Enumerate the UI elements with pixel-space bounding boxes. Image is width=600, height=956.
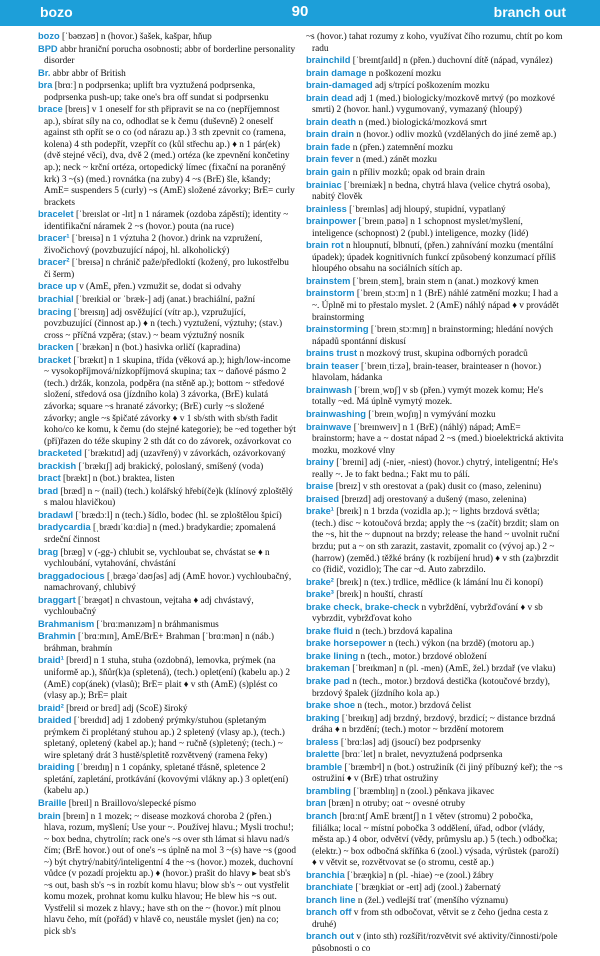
entry-headword: bra — [38, 80, 53, 91]
entry-headword: brakeman — [306, 663, 350, 674]
entry-headword: brainwash — [306, 384, 352, 395]
dictionary-entry — [38, 294, 296, 307]
entry-definition: [ˈbrækɪt] n 1 skupina, třída (věková ap.); high/low-income ~ vysokopříjmová/nízkopříjmová skupina; tax ~ daňové pásmo 2 (tech.) držák, konzola, podpěra (na stěně ap.); bottom ~ středové složení, středová osa (jízdního kola) 3 závorka, (BrE) kulatá závorka; square ~s hranaté závorky; (BrE) curly ~s složené závorky; angle ~s špičaté závorky ♦ v 1 sb/sth with sb/sth řadit koho/co ke komu, k čemu (do stejné kategorie); be ~ed together být (při)řazen do téže skupiny 2 sth dát co do závorek, ozávorkovat co — [44, 355, 296, 447]
entry-definition: [ˈbræŋkiə] n (pl. -hiae) ~e (zool.) žábry — [344, 870, 494, 881]
entry-definition: [ˌbrædɪˈkɑːdiə] n (med.) bradykardie; zpomalená srdeční činnost — [44, 523, 276, 545]
entry-headword: brainy — [306, 457, 334, 468]
entry-headword: brainwave — [306, 421, 352, 432]
entry-definition: [brækt] n (bot.) braktea, listen — [60, 474, 175, 485]
entry-definition: [brɑː] n podprsenka; uplift bra vyztužená podprsenka, podprsenka push-up; take one's bra off sundat si podprsenku — [44, 81, 269, 103]
dictionary-entry — [306, 494, 564, 507]
dictionary-entry — [306, 506, 564, 576]
entry-definition: [ˈbrɑːmənɪzəm] n bráhmanismus — [94, 619, 219, 630]
entry-definition: [ˈbreɪnˌstem], brain stem n (anat.) mozkový kmen — [350, 276, 539, 287]
page-header — [0, 0, 600, 26]
dictionary-entry — [306, 240, 564, 276]
dictionary-entry — [306, 93, 564, 117]
entry-definition: [ˈbreɪkɪŋ] adj brzdný, brzdový, brzdicí; ~ distance brzdná dráha ♦ n brzdění; (tech.) motor ~ brzdění motorem — [312, 713, 556, 736]
dictionary-entry — [306, 80, 564, 93]
dictionary-entry — [306, 626, 564, 639]
entry-definition: n (med.) biologická/mozková smrt — [356, 117, 488, 128]
entry-headword: braise — [306, 481, 334, 492]
entry-definition: n (tech.) brzdová kapalina — [353, 626, 453, 637]
entry-headword: braggadocious — [38, 570, 105, 581]
entry-headword: brain dead — [306, 92, 354, 103]
dictionary-entry — [306, 737, 564, 750]
entry-headword: brake pad — [306, 675, 350, 686]
dictionary-entry — [306, 713, 564, 737]
entry-definition: [ˈbrɑːləs] adj (jsoucí) bez podprsenky — [338, 737, 482, 748]
dictionary-entry — [306, 324, 564, 348]
entry-headword: braid¹ — [38, 655, 64, 666]
dictionary-entry — [38, 281, 296, 294]
dictionary-entry — [306, 457, 564, 481]
entry-definition: [ˈbræɡət] n chvastoun, vejtaha ♦ adj chvástavý, vychloubačný — [44, 595, 254, 618]
entry-headword: bracketed — [38, 448, 82, 459]
entry-headword: branch line — [306, 894, 356, 905]
dictionary-entry — [38, 461, 296, 474]
entry-headword: brag — [38, 546, 59, 557]
entry-headword: bradycardia — [38, 522, 91, 533]
entry-headword: brambling — [306, 785, 351, 796]
entry-definition: n (přen.) zatemnění mozku — [350, 142, 453, 153]
entry-headword: brake shoe — [306, 700, 356, 711]
entry-headword: brake lining — [306, 650, 359, 661]
entry-definition: [brɑːˈlet] n bralet, nevyztužená podprsenka — [339, 750, 503, 761]
entry-definition: [breɪn] n 1 mozek; ~ disease mozková choroba 2 (přen.) hlava, rozum, myšlení; Use your ~. Používej hlavu.; Mysli trochu!; ~ box bedna, chytrolín; rack one's ~s over sth lámat si hlavu nad/s čím; (BrE hovor.) out of one's ~s úplně na mol 3 ~(s) have ~s (good ~) být chytrý/nabitý/inteligentní 4 the ~s (hovor.) mozek, duchovní vůdce (v pozadí projektu ap.) ♦ (hovor.) prašit do hlavy ▸ beat sb's ~s out, bash sb's ~s in rozbít komu hlavu; blow sb's ~ out vystřelit komu mozek, prohnat komu kulku hlavou; He blew his ~s out. Vystřelil si mozek z hlavy.; have sth on the ~ (hovor.) mít plnou hlavu čeho, mít (pořád) v hlavě co, neustále myslet (jen) na co; pick sb's — [44, 811, 296, 938]
entry-headword: branch out — [306, 931, 355, 942]
entry-headword: brain gain — [306, 167, 351, 178]
entry-definition: [ˈbreɪsə] n 1 výztuha 2 (hovor.) drink na vzpružení, živočichový (povzbuzující nápoj, hl. alkoholický) — [44, 234, 263, 256]
entry-definition: [ˈbrækɪʃ] adj brakický, poloslaný, smíšený (voda) — [76, 461, 264, 472]
entry-headword: brad — [38, 485, 59, 496]
entry-definition: [ˈbəʊzəʊ] n (hovor.) šašek, kašpar, hňup — [59, 32, 212, 42]
dictionary-entry — [38, 486, 296, 510]
entry-headword: bracken — [38, 342, 74, 353]
entry-headword: bracelet — [38, 209, 74, 220]
entry-headword: brace — [38, 104, 63, 115]
entry-definition: [breɪd or brɛd] adj (ScoE) široký — [63, 703, 188, 714]
entry-definition: [ˌbræɡəˈdəʊʃəs] adj (AmE hovor.) vychloubačný, namachrovaný, chlubivý — [44, 571, 292, 594]
entry-headword: bracer² — [38, 257, 70, 268]
dictionary-entry — [38, 631, 296, 655]
entry-definition: n příliv mozků; opak od brain drain — [350, 168, 485, 179]
dictionary-entry — [38, 762, 296, 798]
entry-headword: braiding — [38, 762, 75, 773]
dictionary-entry — [306, 481, 564, 494]
dictionary-entry — [306, 216, 564, 240]
dictionary-entry — [306, 154, 564, 167]
entry-headword: brain death — [306, 116, 357, 127]
entry-headword: brains trust — [306, 348, 358, 359]
entry-definition: [ˈbreɪnˌstɔːmɪŋ] n brainstorming; hledání nových nápadů spontánní diskusí — [312, 325, 554, 347]
entry-headword: brake¹ — [306, 506, 334, 517]
dictionary-entry — [306, 762, 564, 786]
dictionary-entry — [306, 870, 564, 883]
entry-headword: braless — [306, 736, 339, 747]
dictionary-entry — [306, 931, 564, 955]
entry-definition: [breɪk] n (tex.) trdlice, mědlice (k lámání lnu či konopí) — [333, 577, 544, 588]
entry-headword: bralette — [306, 749, 340, 760]
entry-definition: [ˈbreɪdɪd] adj 1 zdobený prýmky/stuhou (spletaným prýmkem či proplétaný stuhou ap.) 2 spletený (vlasy ap.), (tech.) spletaný, opletený (kabel ap.); hand ~ ručně (s)pletený; (tech.) ~ wire spletaný drát 3 hustě/spletitě rozvětvený (ramena řeky) — [44, 716, 285, 761]
dictionary-entry — [306, 700, 564, 713]
entry-definition: [breɪzd] adj orestovaný a dušený (maso, zelenina) — [339, 494, 527, 505]
entry-definition: [ˈbrækən] n (bot.) hasivka orličí (kapradina) — [73, 343, 241, 354]
entry-headword: brain fever — [306, 154, 354, 165]
entry-headword: brake fluid — [306, 625, 354, 636]
dictionary-entry — [38, 80, 296, 104]
entry-headword: brainless — [306, 203, 347, 214]
dictionary-entry — [306, 180, 564, 204]
entry-definition: [ˈbreɪdɪŋ] n 1 copánky, spletané třásně, spletence 2 spletání, zapletání, protkávání (kovovými vlákny ap.) 3 oplet(ení) (kabelu ap.) — [44, 763, 289, 797]
entry-headword: braided — [38, 715, 72, 726]
entry-definition: [bræd] n ~ (nail) (tech.) kolářský hřebí(če)k (klínový zploštělý s malou hlavičkou) — [44, 486, 293, 509]
entry-definition: [ˈbrɑːmɪn], AmE/BrE+ Brahman [ˈbrɑːmən] n (náb.) bráhman, brahmín — [44, 632, 274, 654]
entry-headword: brain damage — [306, 67, 367, 78]
dictionary-entry — [306, 385, 564, 409]
entry-definition: [ˈbreɪnləs] adj hloupý, stupidní, vypatlaný — [346, 204, 506, 215]
page-number: 90 — [291, 3, 309, 20]
entry-headword: branchiate — [306, 882, 354, 893]
dictionary-entry — [38, 510, 296, 523]
entry-definition: adj 1 (med.) biologicky/mozkově mrtvý (po mozkové smrti) 2 (hovor. hanl.) vygumovaný, vymazaný (hloupý) — [312, 93, 555, 116]
dictionary-entry — [306, 117, 564, 130]
dictionary-entry — [306, 895, 564, 908]
entry-headword: bracer¹ — [38, 233, 70, 244]
dictionary-entry — [306, 422, 564, 458]
entry-headword: braised — [306, 493, 340, 504]
entry-definition: [brɑːntʃ AmE bræntʃ] n 1 větev (stromu) 2 pobočka, filiálka; local ~ místní pobočka 3 oddělení, úřad, odbor (vlády, města ap.) 4 obor, odvětví (vědy, průmyslu ap.) 5 (tech.) odbočka; (elektr.) ~ box odbočná skříňka 6 (zool.) výsada, výrůstek (paroží) ♦ v větvit se, rozvětvovat se (o stromu, cestě ap.) — [312, 812, 559, 869]
dictionary-entry — [38, 715, 296, 762]
dictionary-entry — [38, 655, 296, 702]
entry-definition: [breɪs] v 1 oneself for sth připravit se na co (nepříjemnost ap.), sbírat síly na co, odhodlat se k čemu (duševně) 2 oneself against sth opřít se o co (od nárazu ap.) 3 sth zpevnit co (ramena, kolena) 4 sth podepřít, vzepřít co (kůl střechu ap.) ♦ n 1 pár(ek) (dvě stejné věci), dva, dvě 2 (med.) ortéza (ke zpevnění končetiny ap.); neck ~ krční ortéza, ortopedický límec (fixační na poraněný krk) 3 ~(s) (med.) rovnátka (na zuby) 4 ~s (BrE) šle, kšandy; AmE= suspenders 5 (curly) ~s (AmE) složené závorky; BrE= curly brackets — [44, 105, 295, 208]
dictionary-entry — [38, 44, 296, 68]
dictionary-entry — [38, 571, 296, 595]
entry-definition: n (tech.) výkon (na brzdě) (motoru ap.) — [386, 639, 535, 650]
dictionary-entry — [306, 638, 564, 651]
entry-definition: ~s (hovor.) tahat rozumy z koho, využívat čího rozumu, chtít po kom radu — [306, 32, 563, 54]
dictionary-entry — [38, 798, 296, 811]
entry-definition: v (AmE, přen.) vzmužit se, dodat si odvahy — [76, 282, 242, 293]
entry-definition: n (med.) zánět mozku — [353, 155, 437, 166]
entry-definition: n (tech., motor.) brzdová destička (kotoučové brzdy), brzdový špalek (jízdního kola ap.) — [312, 676, 550, 699]
entry-definition: adj s/trpící poškozením mozku — [372, 81, 490, 92]
dictionary-entry — [38, 104, 296, 209]
dictionary-entry — [306, 676, 564, 700]
dictionary-entry — [38, 68, 296, 81]
entry-headword: brake horsepower — [306, 638, 387, 649]
entry-definition: n (tech., motor.) brzdové obložení — [358, 651, 487, 662]
entry-definition: [ˈbræŋkiət or -eɪt] adj (zool.) žabernatý — [353, 883, 501, 894]
dictionary-entry — [38, 342, 296, 355]
entry-definition: [breɪl] n Braillovo/slepecké písmo — [66, 799, 197, 809]
entry-headword: bracing — [38, 306, 72, 317]
dictionary-entry — [38, 522, 296, 546]
entry-headword: braid² — [38, 702, 64, 713]
entry-headword: bracket — [38, 354, 72, 365]
dictionary-entry — [306, 811, 564, 870]
dictionary-entry — [306, 31, 564, 55]
entry-headword: Brahmin — [38, 631, 76, 642]
entry-headword: brainstem — [306, 275, 351, 286]
dictionary-entry — [38, 595, 296, 619]
entry-headword: brake³ — [306, 589, 334, 600]
entry-headword: brace up — [38, 281, 77, 292]
entry-definition: [ˈbreɪnˌwɒʃɪŋ] n vymývání mozku — [365, 409, 496, 420]
entry-definition: [ˈbrædɔːl] n (tech.) šídlo, bodec (hl. se zploštělou špicí) — [73, 510, 282, 521]
dictionary-entry — [38, 209, 296, 233]
entry-headword: braking — [306, 712, 340, 723]
entry-definition: [breɪd] n 1 stuha, stuha (ozdobná), lemovka, prýmek (na uniformě ap.), šňůr(k)a (spletená), (tech.) oplet(ení) (kabelu ap.) 2 (AmE) cop(ánek) (vlasů); BrE= plait ♦ v sth (AmE) (s)plést co (vlasy ap.); BrE= plait — [44, 656, 291, 702]
entry-definition: n (hovor.) odliv mozků (vzdělaných do jiné země ap.) — [354, 130, 557, 141]
entry-headword: brain-damaged — [306, 80, 373, 91]
guide-word-left: bozo — [40, 4, 73, 20]
entry-headword: brainpower — [306, 216, 357, 227]
entry-headword: brain drain — [306, 129, 355, 140]
entry-definition: [ˈbreɪni] adj (-nier, -niest) (hovor.) chytrý, inteligentní; He's really ~. Je to fakt bedna.; Fakt mu to pálí. — [312, 458, 559, 480]
dictionary-entry — [306, 651, 564, 664]
dictionary-entry — [306, 361, 564, 385]
entry-definition: [ˈbreɪnˌpaʊə] n 1 schopnost myslet/myšlení, inteligence (schopnost) 2 (publ.) inteligence, mozky (lidé) — [312, 217, 529, 239]
dictionary-entry — [306, 68, 564, 81]
dictionary-entry — [38, 257, 296, 281]
dictionary-entry — [306, 55, 564, 68]
entry-headword: brainchild — [306, 55, 351, 66]
dictionary-entry — [38, 703, 296, 716]
dictionary-entry — [306, 288, 564, 324]
entry-definition: [breɪz] v sth orestovat a (pak) dusit co (maso, zeleninu) — [333, 482, 542, 493]
entry-headword: brake² — [306, 576, 334, 587]
dictionary-entry — [306, 589, 564, 602]
entry-definition: [ˈbreɪnweɪv] n 1 (BrE) (náhlý) nápad; AmE= brainstorm; have a ~ dostat nápad 2 ~s (med.) bioelektrická aktivita mozku, mozkové vlny — [312, 422, 564, 456]
dictionary-entry — [306, 167, 564, 180]
dictionary-entry — [306, 602, 564, 626]
entry-definition: n poškození mozku — [366, 68, 442, 79]
entry-headword: brain fade — [306, 141, 351, 152]
entry-definition: n (tech., motor.) brzdová čelist — [355, 701, 472, 712]
guide-word-right: branch out — [493, 4, 566, 20]
dictionary-entry — [38, 307, 296, 343]
entry-definition: [bræɡ] v (-gg-) chlubit se, vychloubat se, chvástat se ♦ n vychloubání, vytahování, chvástání — [44, 547, 270, 570]
entry-headword: Br. — [38, 67, 51, 78]
dictionary-entry — [306, 749, 564, 762]
entry-headword: braggart — [38, 594, 76, 605]
entry-definition: [ˈbrækɪtɪd] adj (uzavřený) v závorkách, ozávorkovaný — [81, 449, 286, 460]
entry-definition: [ˈbreɪnˌtiːzə], brain-teaser, brainteaser n (hovor.) hlavolam, hádanka — [312, 361, 542, 384]
entry-definition: [breɪk] n 1 brzda (vozidla ap.); ~ lights brzdová světla; (tech.) disc ~ kotoučová brzda; apply the ~s (začít) brzdit; slam on the ~s, hit the ~ dupnout na brzdy; release the hand ~ uvolnit ruční brzdu; put a ~ on sth zarazit, zastavit, zpomalit co (vývoj ap.) 2 ~ (harrow) (zeměd.) těžké brány (k rozbíjení hrud) ♦ v sth (za)brzdit co (řidič, vozidlo); The car ~d. Auto zabrzdilo. — [312, 507, 560, 576]
entry-headword: brain rot — [306, 240, 344, 251]
entry-headword: BPD — [38, 43, 58, 54]
dictionary-entry — [38, 233, 296, 257]
right-column — [306, 31, 564, 955]
dictionary-entry — [306, 276, 564, 289]
entry-definition: abbr abbr of British — [50, 68, 126, 79]
entry-headword: brainwashing — [306, 408, 366, 419]
entry-definition: [ˈbreɪsə] n chránič paže/předloktí (kožený, pro lukostřelbu či šerm) — [44, 258, 289, 280]
entry-definition: [ˈbreɪkiəl or ˈbræk-] adj (anat.) brachiální, pažní — [73, 295, 256, 306]
entry-definition: [ˈbreɪsɪŋ] adj osvěžující (vítr ap.), vzpružující, povzbuzující (činnost ap.) ♦ n (tech.) vyztužení, výztuhy; (stav.) cross ~ příčná vzpěra; (stav.) ~ beam výztužný nosník — [44, 307, 283, 341]
entry-headword: branch off — [306, 907, 352, 918]
entry-definition: [bræn] n otruby; oat ~ ovesné otruby — [326, 799, 466, 810]
entry-definition: [ˈbreɪniæk] n bedna, chytrá hlava (velice chytrá osoba), nabitý člověk — [312, 180, 551, 203]
entry-headword: bran — [306, 798, 327, 809]
dictionary-entry — [38, 811, 296, 939]
entry-headword: bract — [38, 473, 61, 484]
dictionary-entry — [306, 663, 564, 676]
entry-headword: Brahmanism — [38, 618, 95, 629]
entry-definition: [breɪk] n houští, chrastí — [333, 590, 423, 601]
entry-definition: abbr hraniční porucha osobnosti; abbr of borderline personality disorder — [44, 44, 296, 67]
entry-headword: brainstorm — [306, 288, 355, 299]
entry-headword: bozo — [38, 31, 60, 41]
dictionary-entry — [306, 786, 564, 799]
entry-headword: bramble — [306, 761, 343, 772]
entry-definition: [ˈbreɪkmən] n (pl. -men) (AmE, žel.) brzdař (ve vlaku) — [349, 664, 556, 675]
dictionary-entry — [306, 142, 564, 155]
dictionary-entry — [38, 547, 296, 571]
dictionary-entry — [38, 619, 296, 632]
entry-headword: brackish — [38, 460, 77, 471]
entry-definition: n vybrždění, vybržďování ♦ v sb vybrzdit, vybržďovat koho — [312, 602, 543, 625]
left-column — [38, 31, 296, 938]
entry-definition: n hloupnutí, blbnutí, (přen.) zahnívání mozku (mentální úpadek); úpadek kognitivních funkcí způsobený konzumací příliš hloupého obsahu na sociálních sítích ap. — [312, 241, 556, 275]
entry-definition: [ˈbreɪntʃaɪld] n (přen.) duchovní dítě (nápad, vynález) — [350, 56, 553, 67]
dictionary-entry — [306, 204, 564, 217]
dictionary-entry — [306, 907, 564, 931]
entry-headword: branch — [306, 811, 337, 821]
entry-headword: brake check, brake-check — [306, 601, 420, 612]
entry-headword: brain teaser — [306, 360, 359, 371]
dictionary-entry — [306, 798, 564, 811]
dictionary-entry — [306, 882, 564, 895]
dictionary-entry — [38, 355, 296, 448]
entry-headword: branchia — [306, 869, 345, 880]
entry-definition: [ˈbreɪslət or -lɪt] n 1 náramek (ozdoba zápěstí); identity ~ identifikační náramek 2 ~s (hovor.) pouta (na ruce) — [44, 210, 289, 232]
entry-definition: n (žel.) vedlejší trať (menšího významu) — [355, 895, 509, 906]
entry-definition: [ˈbreɪnˌstɔːm] n 1 (BrE) náhlé zatmění mozku; I had a ~. Úplně mi to přestalo myslet. 2 (AmE) náhlý nápad ♦ v provádět brainstorming — [312, 289, 559, 323]
entry-definition: v (into sth) rozšířit/rozvětvit své aktivity/činnosti/pole působnosti o co — [312, 932, 558, 955]
entry-definition: [ˈbræmbᵊl] n (bot.) ostružiník (či jiný příbuzný keř); the ~s ostružiní ♦ v (BrE) trhat ostružiny — [312, 762, 563, 785]
dictionary-entry — [306, 577, 564, 590]
entry-headword: brainiac — [306, 179, 342, 190]
dictionary-entry — [306, 129, 564, 142]
entry-headword: brainstorming — [306, 324, 369, 335]
dictionary-entry — [306, 348, 564, 361]
entry-headword: brachial — [38, 294, 74, 305]
entry-headword: Braille — [38, 798, 67, 808]
entry-definition: [ˈbræmblɪŋ] n (zool.) pěnkava jikavec — [350, 786, 495, 797]
dictionary-entry — [38, 31, 296, 44]
entry-definition: v from sth odbočovat, větvit se z čeho (jedna cesta z druhé) — [312, 908, 549, 930]
dictionary-entry — [306, 409, 564, 422]
dictionary-entry — [38, 473, 296, 486]
dictionary-entry — [38, 448, 296, 461]
entry-headword: bradawl — [38, 509, 74, 520]
entry-definition: n mozkový trust, skupina odborných poradců — [357, 349, 528, 360]
entry-headword: brain — [38, 810, 61, 821]
entry-definition: [ˈbreɪnˌwɒʃ] v sb (přen.) vymýt mozek komu; He's totally ~ed. Má úplně vymytý mozek. — [312, 385, 544, 408]
